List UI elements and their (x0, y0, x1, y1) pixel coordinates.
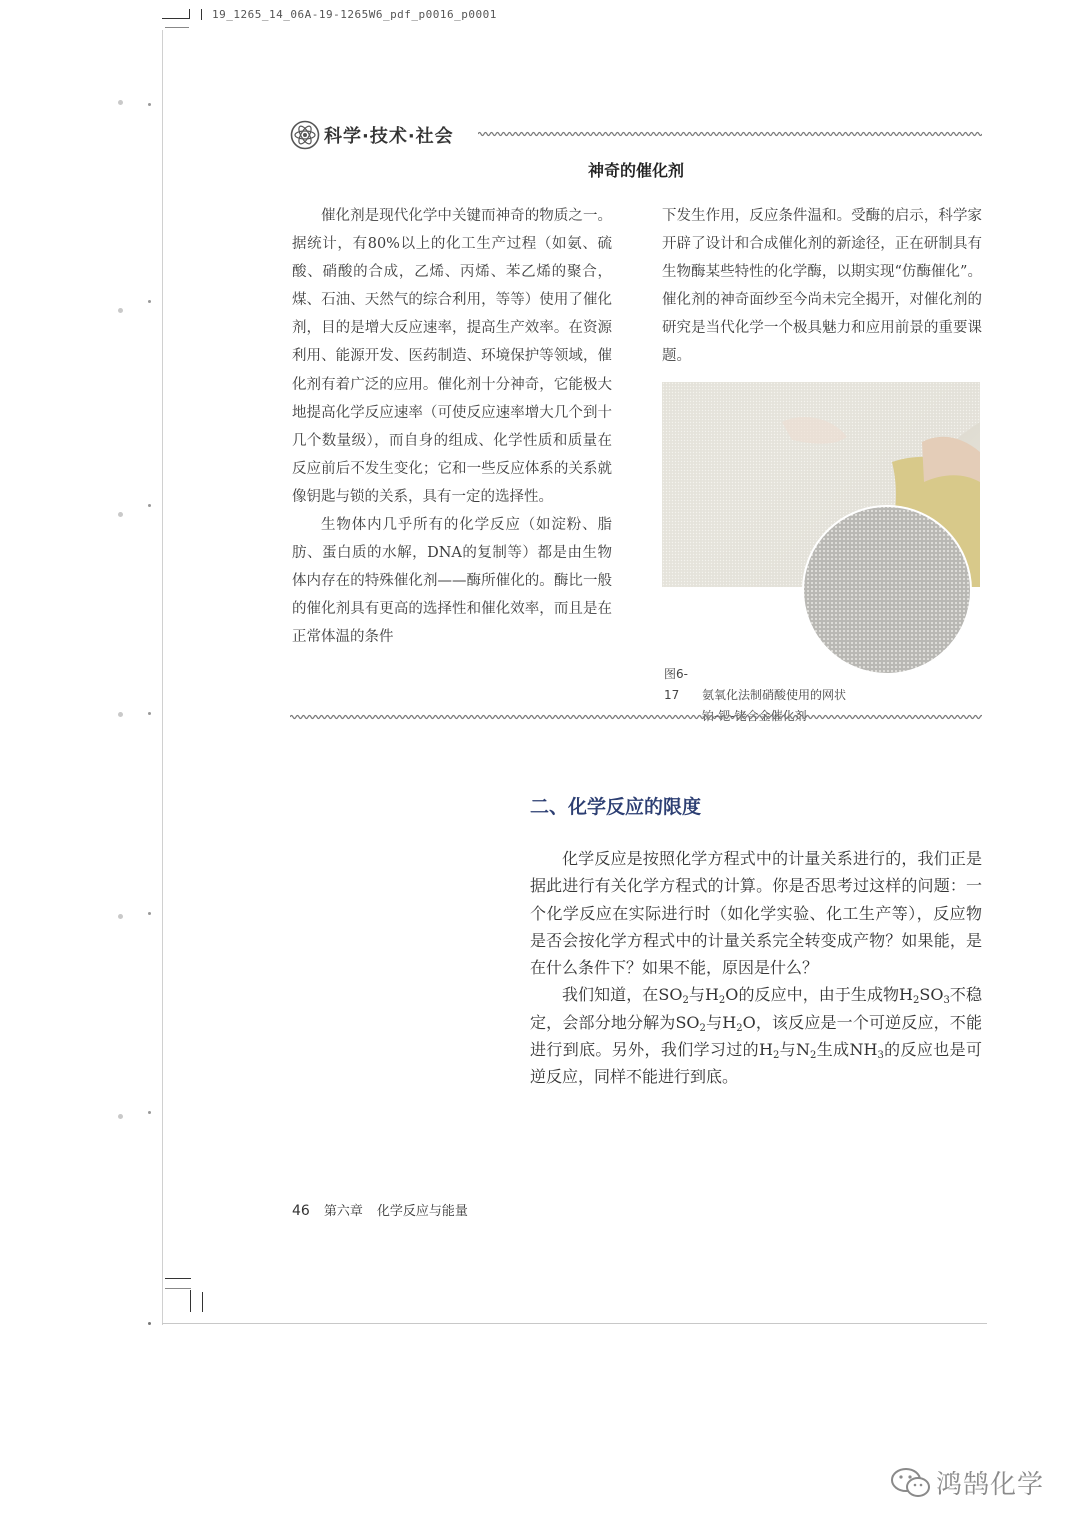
catalyst-gauze-photo (662, 382, 980, 587)
figure-number: 图6-17 (664, 667, 688, 702)
feature-left-column (292, 202, 612, 652)
watermark-text: 鸿鹄化学 (936, 1470, 1045, 1500)
feature-right-column (662, 202, 982, 371)
sheet-edge-bottom (162, 1323, 987, 1324)
crop-mark-bottom-h2 (165, 1288, 191, 1289)
feature-paragraph-3: 下发生作用，反应条件温和。受酶的启示，科学家开辟了设计和合成催化剂的新途径，正在研制具有生物酶某些特性的化学酶，以期实现“仿酶催化”。催化剂的神奇面纱至今尚未完全揭开，对催化剂的研究是当代化学一个极具魅力和应用前景的重要课题。 (662, 208, 982, 365)
chapter-title: 化学反应与能量 (376, 1204, 468, 1219)
crop-mark-bottom-h (165, 1278, 191, 1279)
section-heading: 二、化学反应的限度 (530, 796, 702, 818)
article-title: 神奇的催化剂 (587, 161, 684, 180)
sheet-edge-left (162, 30, 163, 1325)
wavy-rule-bottom (290, 713, 982, 721)
crop-mark-top (162, 18, 190, 19)
page-footer (292, 1200, 468, 1219)
figure-caption-line-2: 铂-钯-铑合金催化剂 (702, 709, 807, 723)
section-paragraph-2: 我们知道，在$SO_2$与$H_2O$的反应中，由于生成物$H_2SO_3$不稳定，会部分地分解为$SO_2$与$H_2O$，该反应是一个可逆反应，不能进行到底。另外，我们学习过的$H_2$与$N_2$生成$NH_3$的反应也是可逆反应，同样不能进行到底。 (530, 985, 982, 1087)
chapter-number: 第六章 (323, 1204, 363, 1219)
feature-paragraph-2: 生物体内几乎所有的化学反应（如淀粉、脂肪、蛋白质的水解，DNA的复制等）都是由生物体内存在的特殊催化剂——酶所催化的。酶比一般的催化剂具有更高的选择性和催化效率，而且是在正常体温的条件 (292, 517, 612, 646)
section-body (530, 845, 982, 1091)
feature-paragraph-1: 催化剂是现代化学中关键而神奇的物质之一。据统计，有80%以上的化工生产过程（如氨、硫酸、硝酸的合成，乙烯、丙烯、苯乙烯的聚合，煤、石油、天然气的综合利用，等等）使用了催化剂，目的是增大反应速率，提高生产效率。在资源利用、能源开发、医药制造、环境保护等领域，催化剂有着广泛的应用。催化剂十分神奇，它能极大地提高化学反应速率（可使反应速率增大几个到十几个数量级），而自身的组成、化学性质和质量在反应前后不发生变化；它和一些反应体系的关系就像钥匙与锁的关系，具有一定的选择性。 (292, 208, 612, 505)
crop-mark-bottom-v2 (202, 1292, 203, 1312)
wavy-rule-top (478, 130, 982, 138)
section-paragraph-1: 化学反应是按照化学方程式中的计量关系进行的，我们正是据此进行有关化学方程式的计算。你是否思考过这样的问题：一个化学反应在实际进行时（如化学实验、化工生产等），反应物是否会按化学方程式中的计量关系完全转变成产物？如果能，是在什么条件下？如果不能，原因是什么？ (530, 849, 982, 978)
crop-mark-top-2 (165, 27, 189, 28)
crop-mark-top-tick (189, 9, 190, 19)
watermark (890, 1462, 1070, 1502)
gauze-closeup (802, 505, 972, 675)
wechat-icon (890, 1466, 932, 1500)
scan-header: 19_1265_14_06A-19-1265W6_pdf_p0016_p0001 (212, 8, 497, 21)
crop-mark-header-bar (201, 9, 202, 20)
feature-box-header (290, 118, 982, 152)
page-number: 46 (292, 1203, 310, 1219)
feature-box-heading: 科学·技术·社会 (324, 126, 454, 147)
figure-caption-line-1: 氨氧化法制硝酸使用的网状 (702, 688, 847, 702)
crop-mark-bottom-v (190, 1290, 191, 1312)
atom-icon (290, 120, 320, 150)
